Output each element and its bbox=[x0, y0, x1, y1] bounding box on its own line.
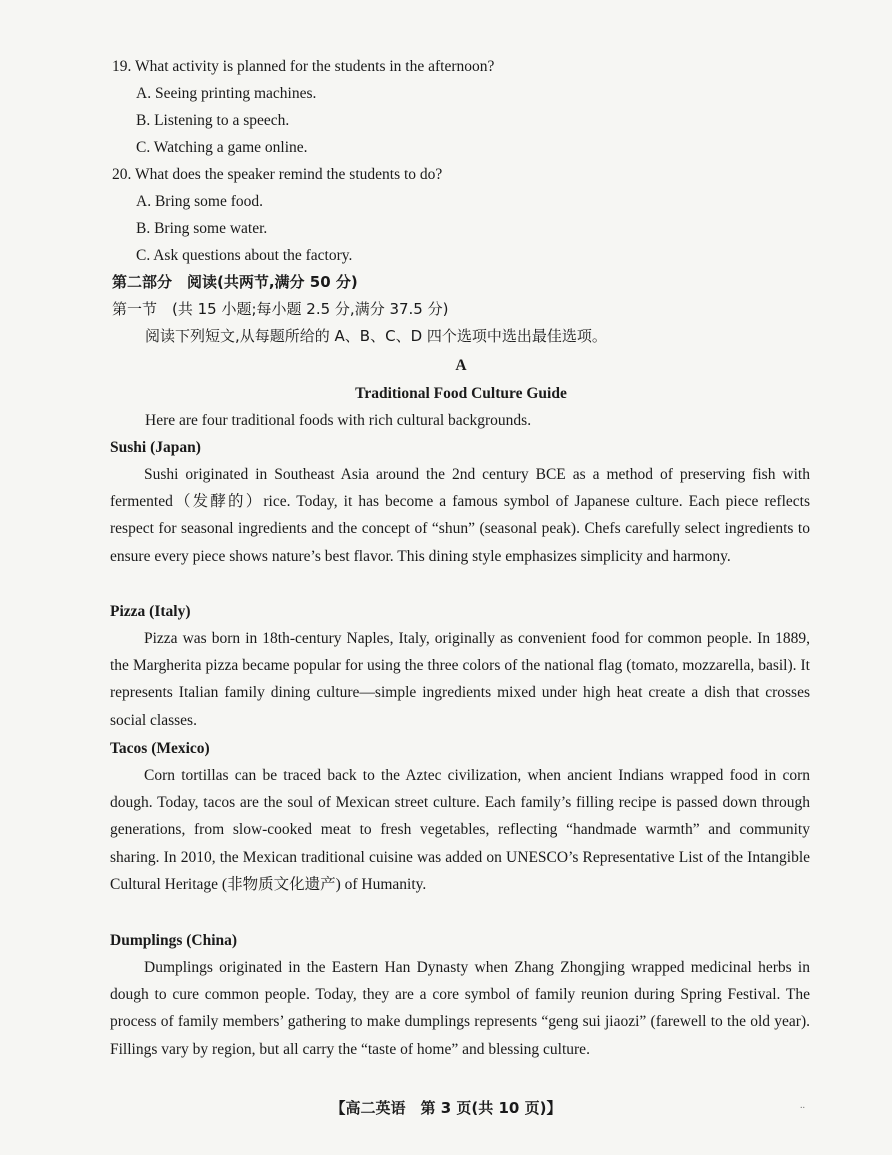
question-19-stem: 19. What activity is planned for the students in the afternoon? bbox=[112, 58, 495, 75]
part-title: 第二部分 阅读(共两节,满分 50 分) bbox=[112, 273, 358, 291]
passage-intro: Here are four traditional foods with rich cultural backgrounds. bbox=[145, 412, 532, 429]
section-heading-dumplings: Dumplings (China) bbox=[110, 932, 238, 949]
question-20-option-b: B. Bring some water. bbox=[136, 220, 268, 237]
section-heading-sushi: Sushi (Japan) bbox=[110, 439, 201, 456]
question-19-option-c: C. Watching a game online. bbox=[136, 139, 308, 156]
corner-mark: .. bbox=[800, 1100, 805, 1111]
reading-instruction: 阅读下列短文,从每题所给的 A、B、C、D 四个选项中选出最佳选项。 bbox=[145, 327, 607, 345]
section-title: 第一节 (共 15 小题;每小题 2.5 分,满分 37.5 分) bbox=[112, 300, 449, 318]
passage-title: Traditional Food Culture Guide bbox=[355, 385, 567, 402]
question-20-option-a: A. Bring some food. bbox=[136, 193, 264, 210]
section-text-pizza: Pizza was born in 18th-century Naples, Italy, originally as convenient food for common people. In 1889, the Margherita pizza became popular for using the three colors of the national flag (tomato, mozzarella, basil). It represents Italian family dining culture—simple ingredients mixed under high heat create a dish that crosses social classes. bbox=[110, 630, 810, 729]
section-text-tacos: Corn tortillas can be traced back to the Aztec civilization, when ancient Indians wrapped food in corn dough. Today, tacos are the soul of Mexican street culture. Each family’s filling recipe is passed down through generations, from slow-cooked meat to fresh vegetables, reflecting “handmade warmth” and community sharing. In 2010, the Mexican traditional cuisine was added on UNESCO’s Representative List of the Intangible Cultural Heritage (非物质文化遗产) of Humanity. bbox=[110, 767, 810, 893]
section-heading-tacos: Tacos (Mexico) bbox=[110, 740, 210, 757]
question-19-option-b: B. Listening to a speech. bbox=[136, 112, 290, 129]
question-20-stem: 20. What does the speaker remind the students to do? bbox=[112, 166, 443, 183]
section-text-sushi: Sushi originated in Southeast Asia around the 2nd century BCE as a method of preserving fish with fermented（发酵的）rice. Today, it has become a famous symbol of Japanese culture. Each piece reflects respect for seasonal ingredients and the concept of “shun” (seasonal peak). Chefs carefully select ingredients to ensure every piece shows nature’s best flavor. This dining style emphasizes simplicity and harmony. bbox=[110, 466, 810, 565]
question-20-option-c: C. Ask questions about the factory. bbox=[136, 247, 353, 264]
question-19-option-a: A. Seeing printing machines. bbox=[136, 85, 317, 102]
section-text-dumplings: Dumplings originated in the Eastern Han Dynasty when Zhang Zhongjing wrapped medicinal herbs in dough to cure common people. Today, they are a core symbol of family reunion during Spring Festival. The process of family members’ gathering to make dumplings represents “geng sui jiaozi” (farewell to the old year). Fillings vary by region, but all carry the “taste of home” and blessing culture. bbox=[110, 959, 810, 1058]
passage-letter: A bbox=[455, 357, 467, 374]
page-footer: 【高二英语 第 3 页(共 10 页)】 bbox=[330, 1099, 562, 1117]
section-heading-pizza: Pizza (Italy) bbox=[110, 603, 191, 620]
